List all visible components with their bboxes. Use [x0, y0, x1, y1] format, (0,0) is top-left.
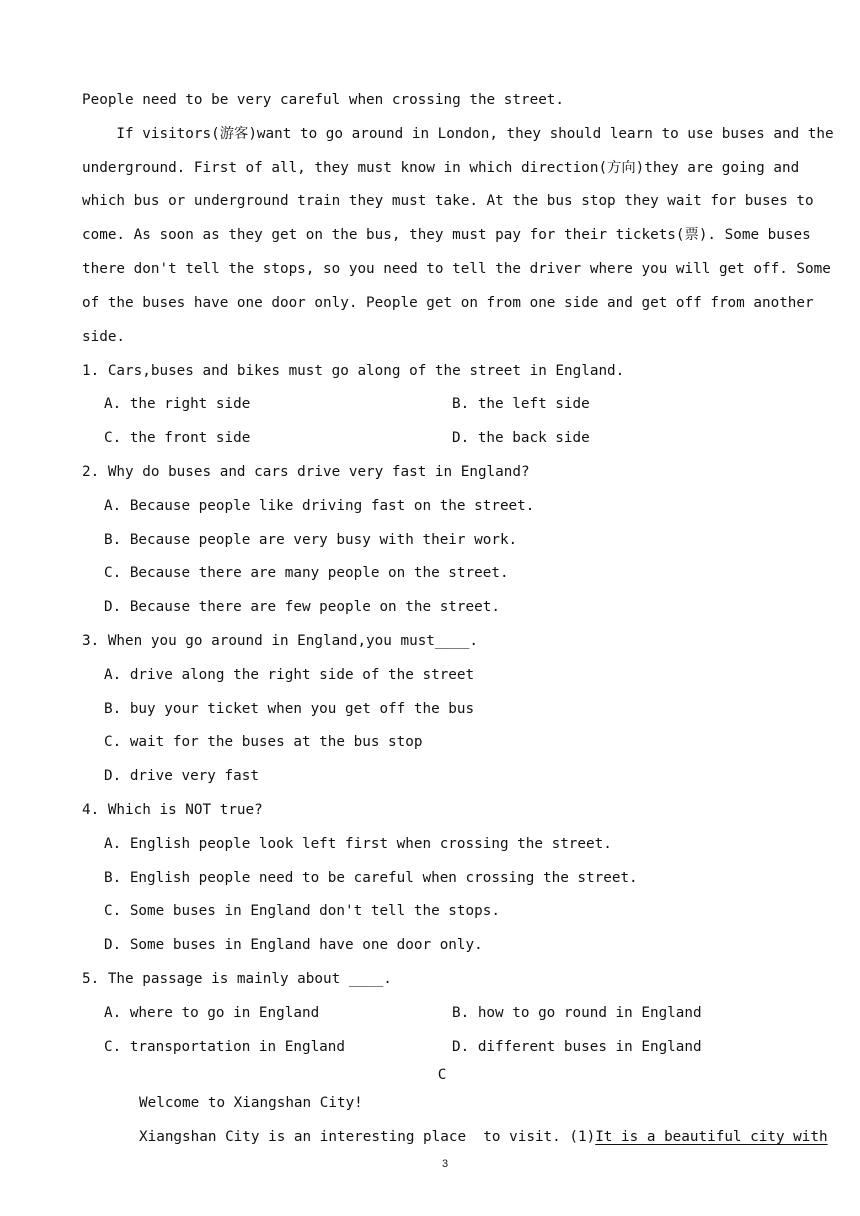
question-3-option-a: A. drive along the right side of the street [104, 667, 475, 683]
section-c-heading: C [437, 1067, 447, 1083]
page-number: 3 [441, 1158, 449, 1170]
question-2-option-b: B. Because people are very busy with their work. [104, 532, 518, 548]
question-4-option-b: B. English people need to be careful when crossing the street. [104, 870, 638, 886]
passage-line: come. As soon as they get on the bus, they must pay for their tickets(票). Some buses [82, 227, 811, 243]
question-5-option-d: D. different buses in England [452, 1039, 702, 1055]
question-1-option-a: A. the right side [104, 396, 251, 412]
question-5-option-a: A. where to go in England [104, 1005, 320, 1021]
passage-line: If visitors(游客)want to go around in London, they should learn to use buses and the [82, 126, 834, 142]
passage-line: of the buses have one door only. People get on from one side and get off from another [82, 295, 814, 311]
question-5-stem: 5. The passage is mainly about ____. [82, 971, 392, 987]
question-4-option-c: C. Some buses in England don't tell the stops. [104, 903, 500, 919]
question-5-option-b: B. how to go round in England [452, 1005, 702, 1021]
question-2-option-a: A. Because people like driving fast on the street. [104, 498, 535, 514]
question-3-option-b: B. buy your ticket when you get off the bus [104, 701, 475, 717]
underlined-sentence: It is a beautiful city with [595, 1129, 828, 1145]
question-1-option-c: C. the front side [104, 430, 251, 446]
question-4-option-d: D. Some buses in England have one door only. [104, 937, 483, 953]
passage-intro-line: People need to be very careful when crossing the street. [82, 92, 565, 108]
question-1-option-d: D. the back side [452, 430, 590, 446]
section-c-line-text: Xiangshan City is an interesting place to visit. (1) [139, 1129, 596, 1145]
question-5-option-c: C. transportation in England [104, 1039, 346, 1055]
question-4-stem: 4. Which is NOT true? [82, 802, 263, 818]
question-2-option-c: C. Because there are many people on the street. [104, 565, 509, 581]
section-c-first-line [139, 1127, 828, 1147]
passage-line: underground. First of all, they must know in which direction(方向)they are going and [82, 160, 800, 176]
passage-line: which bus or underground train they must take. At the bus stop they wait for buses to [82, 193, 814, 209]
question-2-option-d: D. Because there are few people on the street. [104, 599, 500, 615]
question-1-option-b: B. the left side [452, 396, 590, 412]
question-3-option-d: D. drive very fast [104, 768, 259, 784]
question-3-stem: 3. When you go around in England,you must____. [82, 633, 478, 649]
passage-line: side. [82, 329, 126, 345]
section-c-welcome: Welcome to Xiangshan City! [139, 1095, 363, 1111]
passage-line: there don't tell the stops, so you need to tell the driver where you will get off. Some [82, 261, 831, 277]
question-2-stem: 2. Why do buses and cars drive very fast in England? [82, 464, 530, 480]
question-3-option-c: C. wait for the buses at the bus stop [104, 734, 423, 750]
question-1-stem: 1. Cars,buses and bikes must go along of the street in England. [82, 363, 625, 379]
question-4-option-a: A. English people look left first when crossing the street. [104, 836, 612, 852]
